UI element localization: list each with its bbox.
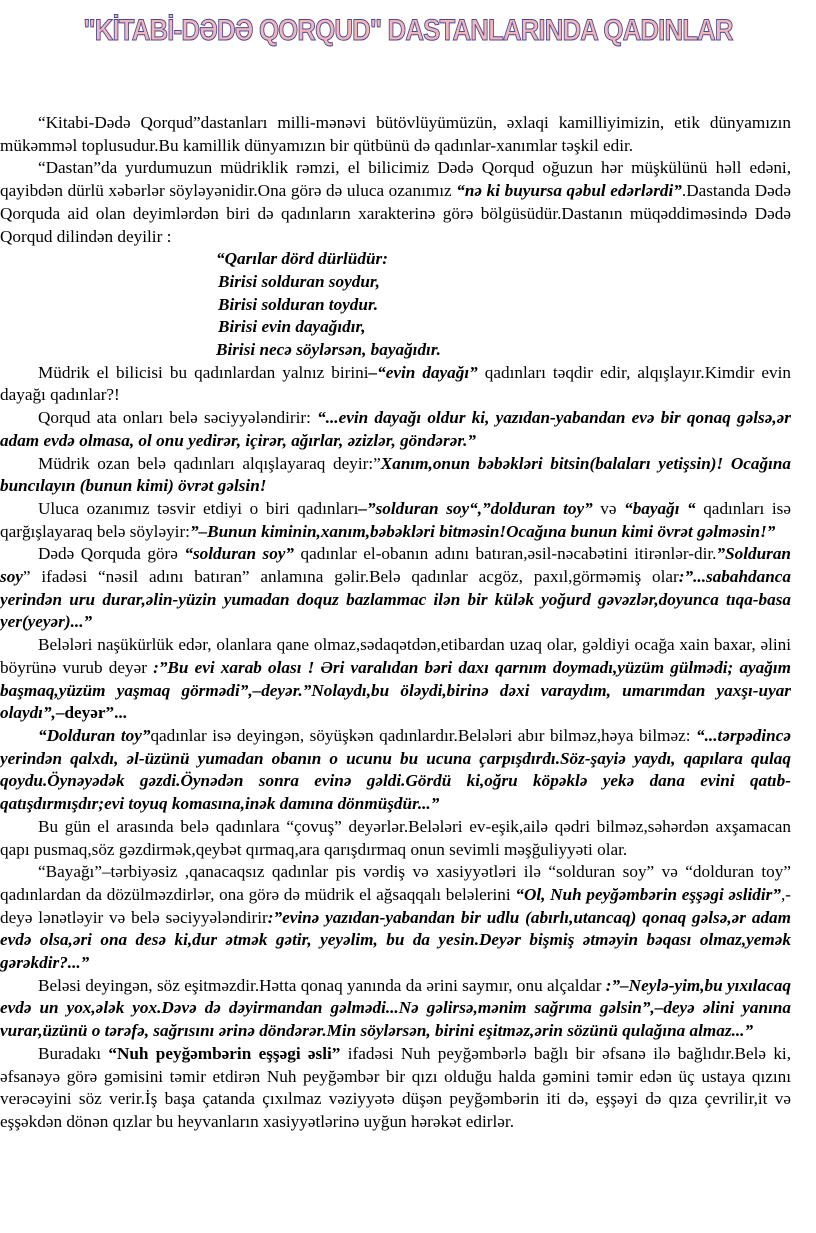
quoted-verse <box>0 248 791 362</box>
paragraph-11: “Bayağı”–tərbiyəsiz ,qanacaqsız qadınlar pis vərdiş və xasiyyətləri ilə “solduran soy” və “dolduran toy” qadınlardan da dözülməzdirlər, ona görə də müdrik el ağsaqqalı beləlerini “Ol, Nuh peyğəmbərin eşşəgi əslidir”,-deyə lənətləyir və belə səciyyələndirir:”evinə yazıdan-yabandan bir udlu (abırlı,utancaq) qonaq gəlsə,ər adam evdə olsa,əri ona desə ki,dur ətmək gətir, yeyəlim, bu da yesin.Deyər bişmiş ətməyin bəqası olmaz,yemək gərəkdir?...” <box>0 862 791 973</box>
page-title: "KİTABİ-DƏDƏ QORQUD" DASTANLARINDA QADINLAR <box>83 14 733 47</box>
paragraph-2: “Dastan”da yurdumuzun müdriklik rəmzi, el bilicimiz Dədə Qorqud oğuzun hər müşkülünü həll edəni, qayibdən dürlü xəbərlər söyləyənidir.Ona görə də uluca ozanımız “nə ki buyursa qəbul edərlərdi”.Dastanda Dədə Qorquda aid olan deyimlərdən biri də qadınların xarakterinə görə bölgüsüdür.Dastanın müqəddiməsində Dədə Qorqud dilindən deyilir : <box>0 158 791 246</box>
verse-line: Birisi necə söylərsən, bayağıdır. <box>216 340 441 360</box>
paragraph-13: Buradakı “Nuh peyğəmbərin eşşəgi əsli” ifadəsi Nuh peyğəmbərlə bağlı bir əfsanə ilə bağlıdır.Belə ki, əfsanəyə görə gəmisini təmir etdirən Nuh peyğəmbər bir qızı olduğu halda gəmini təmir edən üç ustaya qızını verəcəyini söz verir.İş başa çatanda çıxılmaz vəziyyətə düşən peyğəmbərin iti də, eşşəyi də qıza çevrilir,it və eşşəkdən dönən qızlar bu heyvanların xasiyyətlərinə uyğun hərəkət edirlər. <box>0 1043 792 1131</box>
paragraph-1: “Kitabi-Dədə Qorqud”dastanları milli-mənəvi bütövlüyümüzün, əxlaqi kamilliyimizin, etik dünyamızın mükəmməl toplusudur.Bu kamillik dünyamızın bir qütbünü də qadınlar-xanımlar təşkil edir. <box>0 113 791 155</box>
verse-line: Birisi solduran soydur, <box>218 271 380 291</box>
paragraph-6: Uluca ozanımız təsvir etdiyi o biri qadınları–”solduran soy“,”dolduran toy” və “bayağı “ qadınları isə qarğışlayaraq belə söyləyir:”–Bunun kiminin,xanım,bəbəkləri bitməsin!Ocağına bunun kimi övrət gəlməsin!” <box>0 498 791 541</box>
paragraph-3: Müdrik el bilicisi bu qadınlardan yalnız birini–“evin dayağı” qadınları təqdir edir, alqışlayır.Kimdir evin dayağı qadınlar?! <box>0 362 791 405</box>
paragraph-12: Beləsi deyingən, söz eşitməzdir.Hətta qonaq yanında da ərini saymır, onu alçaldar :”–Neylə-yim,bu yıxılacaq evdə un yox,ələk yox.Dəvə də dəyirmandan gəlmədi...Nə gəlirsə,mənim sağrıma gəlsin”,–deyə əlini yanına vurar,üzünü o tərəfə, sağrısını ərinə döndərər.Min söylərsən, birini eşitməz,ərin sözünü qulağına almaz...” <box>0 975 791 1041</box>
paragraph-4: Qorqud ata onları belə səciyyələndirir: “...evin dayağı oldur ki, yazıdan-yabandan evə bir qonaq gəlsə,ər adam evdə olmasa, ol onu yedirər, içirər, ağırlar, əzizlər, göndərər.” <box>0 408 791 450</box>
verse-line: “Qarılar dörd dürlüdür: <box>216 249 388 269</box>
paragraph-9: “Dolduran toy”qadınlar isə deyingən, söyüşkən qadınlardır.Belələri abır bilməz,həya bilməz: “...tərpədincə yerindən qalxdı, əl-üzünü yumadan obanın o ucunu bu ucuna çarpışdırdı.Söz-şayiə yaydı, qapılara qulaq qoydu.Öynəyədək gəzdi.Öynədən sonra evinə gəldi.Gördü ki,oğru köpəklə yekə dana evini qatıb-qatışdırmışdır;evi toyuq komasına,inək damına dönmüşdür...” <box>0 725 791 814</box>
article-body <box>0 112 791 1134</box>
verse-line: Birisi solduran toydur. <box>218 294 378 314</box>
paragraph-7: Dədə Qorquda görə “solduran soy” qadınlar el-obanın adını batıran,əsil-nəcabətini itirənlər-dir.”Solduran soy” ifadəsi “nəsil adını batıran” anlamına gəlir.Belə qadınlar acgöz, paxıl,görməmiş olar:”...sabahdanca yerindən uru durar,əlin-yüzin yumadan doquz bazlammac ilən bir külək yoğurd gəvəzlər,doyunca tıqa-basa yer(yeyər)...” <box>0 544 791 632</box>
paragraph-8: Belələri naşükürlük edər, olanlara qane olmaz,sədaqətdən,etibardan uzaq olar, gəldiyi ocağa xain baxar, əlini böyrünə vurub deyər :”Bu evi xarab olası ! Əri varalıdan bəri daxı qarnım doymadı,yüzüm gülmədi; ayağım başmaq,yüzüm yaşmaq görmədi”,–deyər.”Nolaydı,bu öləydi,birinə dəxi varaydım, umarımdan yaxşı-uyar olaydı”,–deyər”... <box>0 635 792 723</box>
paragraph-10: Bu gün el arasında belə qadınlara “çovuş” deyərlər.Belələri ev-eşik,ailə qədri bilməz,səhərdən axşamacan qapı pusmaq,söz gəzdirmək,qeybət qırmaq,ara qarışdırmaq onun sevimli məşğuliyyəti olar. <box>0 816 791 859</box>
paragraph-5: Müdrik ozan belə qadınları alqışlayaraq deyir:”Xanım,onun bəbəkləri bitsin(balaları yetişsin)! Ocağına buncılayın (bunun kimi) övrət gəlsin! <box>0 453 791 496</box>
verse-line: Birisi evin dayağıdır, <box>218 317 366 337</box>
